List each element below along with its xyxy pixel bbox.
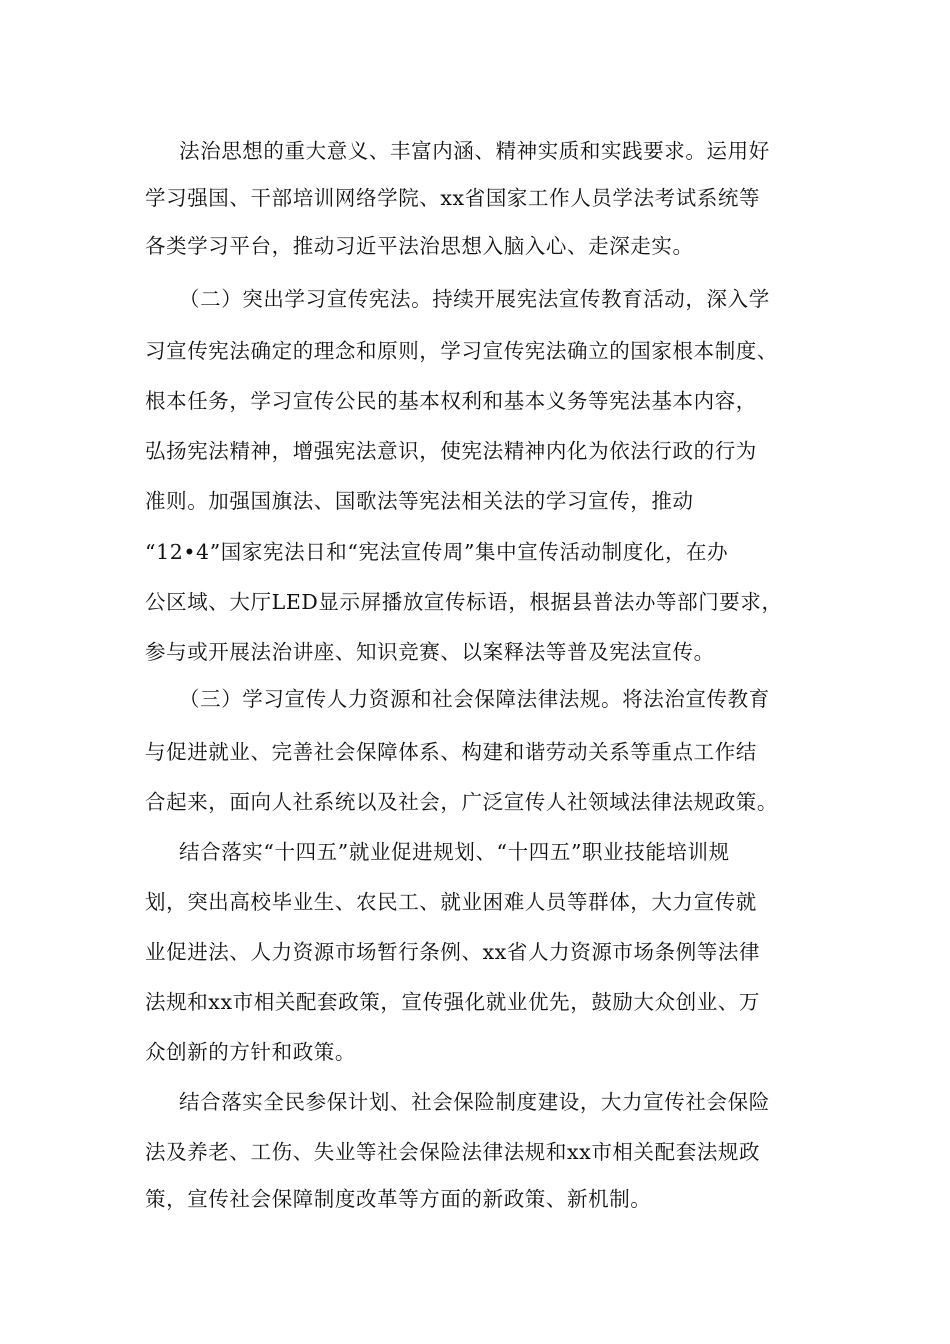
- text-line: 法治思想的重大意义、丰富内涵、精神实质和实践要求。运用好: [179, 139, 770, 163]
- text-line: 准则。加强国旗法、国歌法等宪法相关法的学习宣传，推动: [145, 489, 694, 513]
- text-line: 弘扬宪法精神，增强宪法意识，使宪法精神内化为依法行政的行为: [145, 439, 757, 463]
- text-line: “12•4”国家宪法日和“宪法宣传周”集中宣传活动制度化，在办: [145, 540, 729, 564]
- paragraph-start-line: 结合落实“十四五”就业促进规划、“十四五”职业技能培训规: [179, 840, 730, 864]
- section-heading-line: （二）突出学习宣传宪法。持续开展宪法宣传教育活动，深入学: [179, 287, 770, 311]
- text-line: 学习强国、干部培训网络学院、xx省国家工作人员学法考试系统等: [145, 186, 761, 210]
- text-line: 法及养老、工伤、失业等社会保险法律法规和xx市相关配套法规政: [145, 1140, 761, 1164]
- text-line: 众创新的方针和政策。: [145, 1040, 356, 1064]
- text-line: 根本任务，学习宣传公民的基本权利和基本义务等宪法基本内容，: [145, 389, 757, 413]
- text-line: 与促进就业、完善社会保障体系、构建和谐劳动关系等重点工作结: [145, 740, 757, 764]
- text-line: 参与或开展法治讲座、知识竞赛、以案释法等普及宪法宣传。: [145, 640, 715, 664]
- text-line: 各类学习平台，推动习近平法治思想入脑入心、走深走实。: [145, 234, 694, 258]
- text-line: 划，突出高校毕业生、农民工、就业困难人员等群体，大力宣传就: [145, 890, 757, 914]
- text-line: 法规和xx市相关配套政策，宣传强化就业优先，鼓励大众创业、万: [145, 990, 761, 1014]
- text-line: 公区域、大厅LED显示屏播放宣传标语，根据县普法办等部门要求，: [145, 590, 783, 614]
- text-line: 习宣传宪法确定的理念和原则，学习宣传宪法确立的国家根本制度、: [145, 339, 778, 363]
- text-line: 合起来，面向人社系统以及社会，广泛宣传人社领域法律法规政策。: [145, 790, 778, 814]
- section-heading-line: （三）学习宣传人力资源和社会保障法律法规。将法治宣传教育: [179, 687, 770, 711]
- text-line: 业促进法、人力资源市场暂行条例、xx省人力资源市场条例等法律: [145, 940, 761, 964]
- paragraph-start-line: 结合落实全民参保计划、社会保险制度建设，大力宣传社会保险: [179, 1090, 770, 1114]
- text-line: 策，宣传社会保障制度改革等方面的新政策、新机制。: [145, 1187, 652, 1211]
